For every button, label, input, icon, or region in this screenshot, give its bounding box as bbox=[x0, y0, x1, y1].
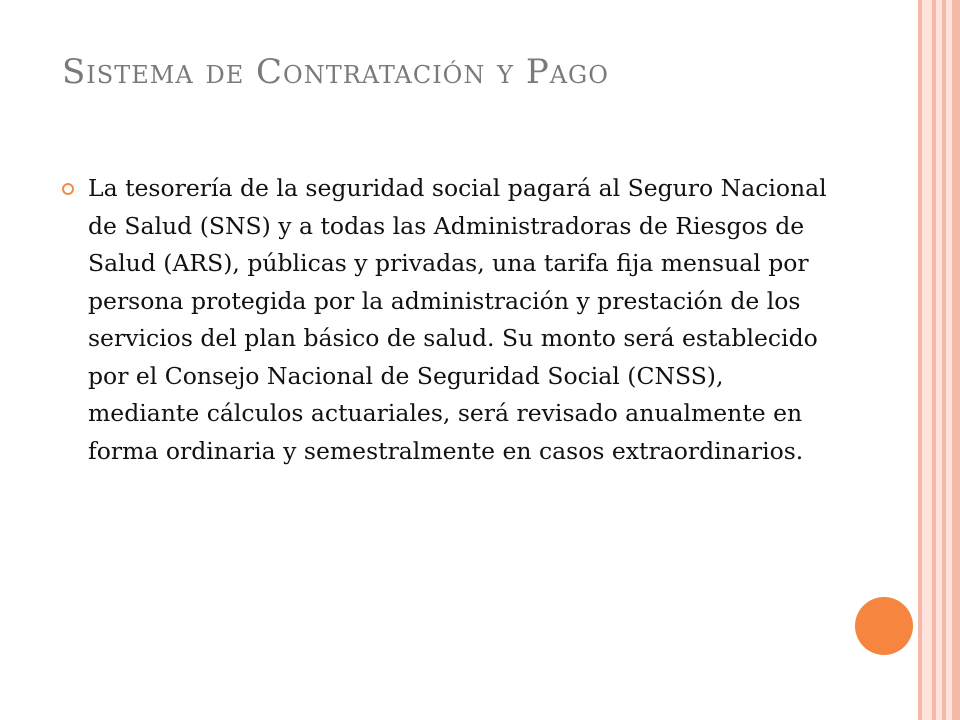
decorative-stripe bbox=[952, 0, 960, 720]
content-area bbox=[62, 170, 832, 470]
bullet-text: La tesorería de la seguridad social pagará al Seguro Nacional de Salud (SNS) y a todas las Administradoras de Riesgos de Salud (ARS), públicas y privadas, una tarifa fija mensual por persona protegida por la administración y prestación de los servicios del plan básico de salud. Su monto será establecido por el Consejo Nacional de Seguridad Social (CNSS), mediante cálculos actuariales, será revisado anualmente en forma ordinaria y semestralmente en casos extraordinarios. bbox=[88, 174, 827, 465]
decorative-orange-circle bbox=[855, 597, 913, 655]
bullet-circle-icon bbox=[62, 183, 74, 195]
decorative-stripe bbox=[922, 0, 932, 720]
title-area bbox=[62, 52, 902, 93]
bullet-item bbox=[62, 170, 832, 470]
slide-title: Sistema de Contratación y Pago bbox=[62, 52, 609, 92]
